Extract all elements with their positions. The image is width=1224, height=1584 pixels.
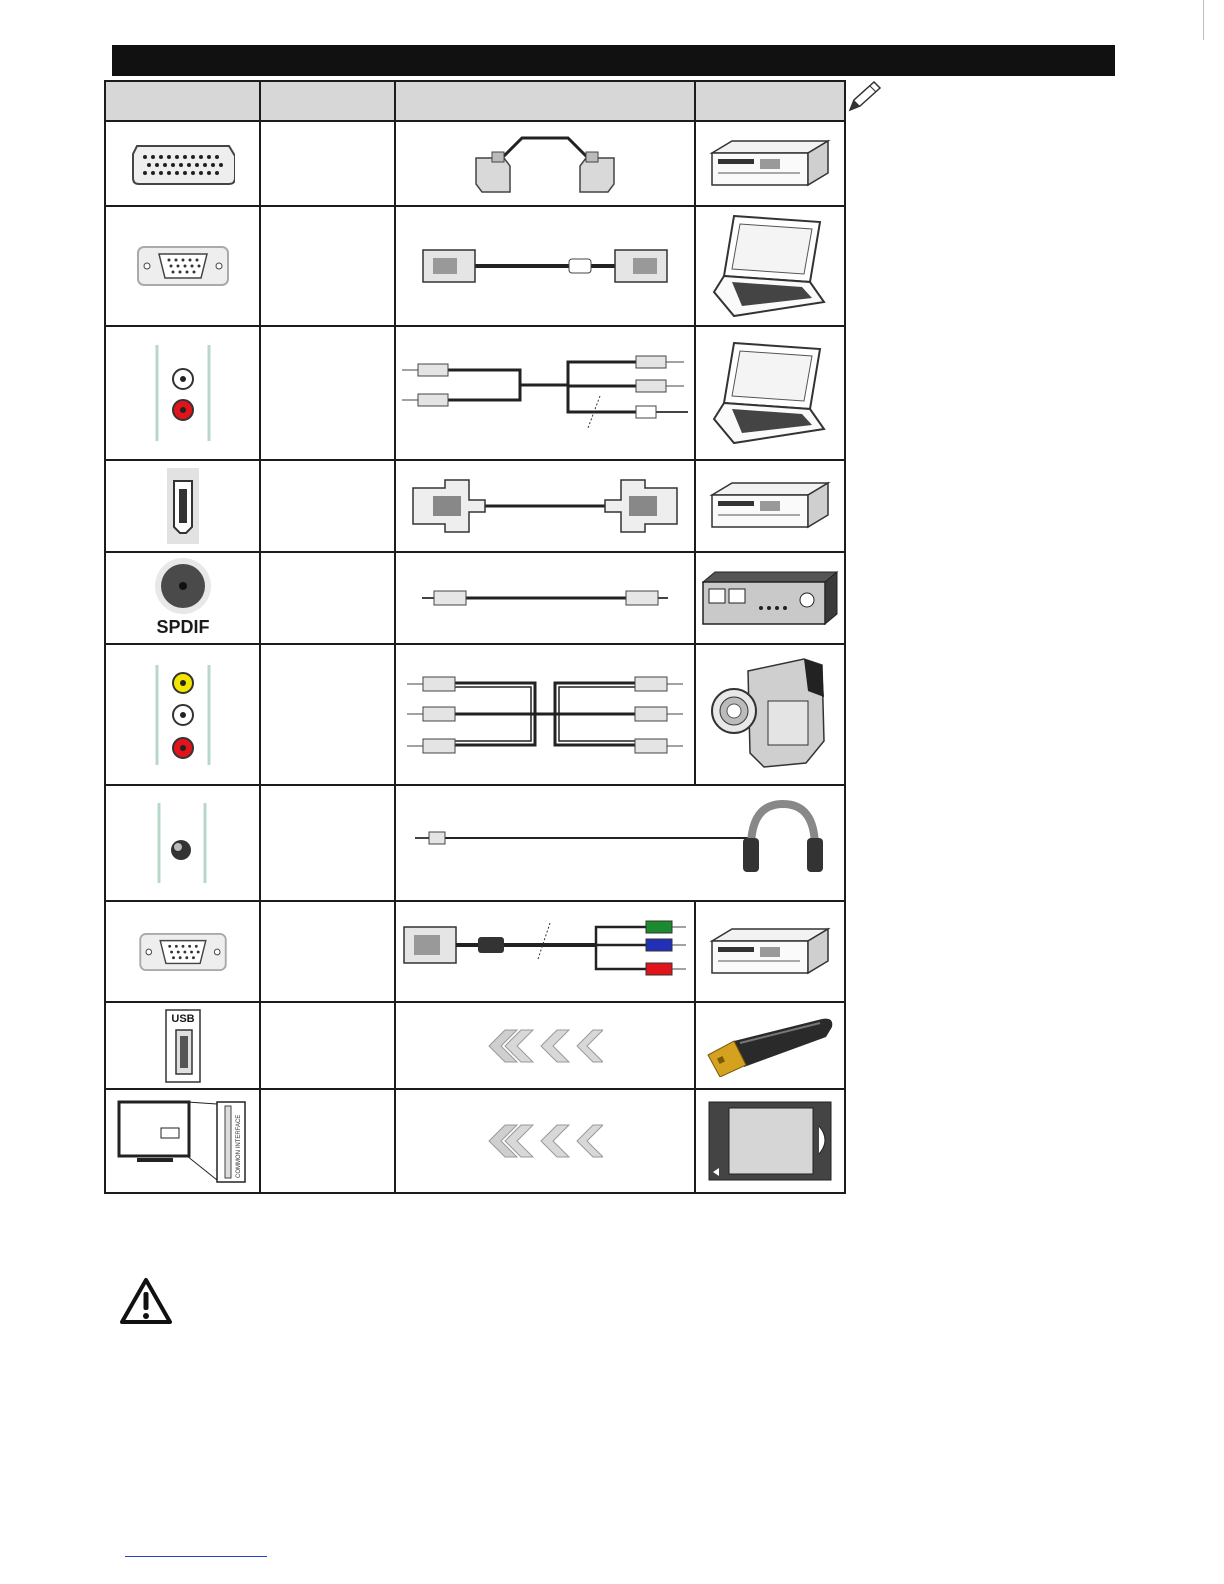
usb-device-cell <box>695 1002 845 1089</box>
scart-cable-cell <box>395 121 694 206</box>
page-edge-rule <box>1203 0 1204 40</box>
header-device <box>695 81 845 121</box>
ypbpr-device-cell <box>695 901 845 1002</box>
av-port-cell <box>105 644 260 785</box>
audio-cable-icon <box>400 348 690 438</box>
table-row <box>105 460 845 552</box>
hdmi-device-cell <box>695 460 845 552</box>
laptop-icon <box>712 212 828 320</box>
ci-port-cell <box>105 1089 260 1193</box>
pc-audio-cable-cell <box>395 326 694 460</box>
vga-port-cell <box>105 206 260 326</box>
dvd-recorder-icon <box>708 927 832 977</box>
usb-arrows-cell <box>395 1002 694 1089</box>
dvd-recorder-icon <box>708 481 832 531</box>
table-row <box>105 785 845 901</box>
insert-arrows-icon <box>487 1029 603 1063</box>
tv-ci-slot-icon <box>117 1098 249 1184</box>
table-row <box>105 644 845 785</box>
title-bar <box>112 45 1115 76</box>
spdif-device-cell <box>695 552 845 644</box>
spdif-type-cell <box>260 552 395 644</box>
note-pencil-icon <box>846 80 882 114</box>
spdif-cable-cell <box>395 552 694 644</box>
vga-port-icon <box>137 246 229 286</box>
connections-table <box>104 80 846 1194</box>
laptop-icon <box>712 339 828 447</box>
pc-audio-type-cell <box>260 326 395 460</box>
headphone-jack-port-icon <box>153 801 213 885</box>
ci-device-cell <box>695 1089 845 1193</box>
hdmi-cable-cell <box>395 460 694 552</box>
spdif-port-icon <box>138 556 228 640</box>
spdif-label: SPDIF <box>156 617 210 637</box>
ypbpr-type-cell <box>260 901 395 1002</box>
dvd-recorder-icon <box>708 139 832 189</box>
header-cables <box>395 81 694 121</box>
coaxial-cable-icon <box>420 583 670 613</box>
spdif-port-cell <box>105 552 260 644</box>
ci-module-icon <box>707 1100 833 1182</box>
pc-audio-port-cell <box>105 326 260 460</box>
headphones-cable-icon <box>405 798 835 888</box>
scart-cable-icon <box>470 132 620 196</box>
headphone-type-cell <box>260 785 395 901</box>
amplifier-icon <box>701 570 839 626</box>
vga-type-cell <box>260 206 395 326</box>
table-row <box>105 326 845 460</box>
table-row <box>105 901 845 1002</box>
table-row <box>105 1089 845 1193</box>
common-interface-label: COMMON INTERFACE <box>235 1114 242 1178</box>
usb-port-cell <box>105 1002 260 1089</box>
hdmi-cable-icon <box>409 476 681 536</box>
vga-cable-icon <box>415 246 675 286</box>
header-connector <box>105 81 260 121</box>
headphone-cable-device-cell <box>395 785 845 901</box>
warning-icon <box>118 1276 174 1328</box>
table-row <box>105 206 845 326</box>
av-cable-icon <box>403 673 687 757</box>
usb-label: USB <box>171 1012 195 1025</box>
scart-device-cell <box>695 121 845 206</box>
header-type <box>260 81 395 121</box>
hdmi-type-cell <box>260 460 395 552</box>
insert-arrows-icon <box>487 1124 603 1158</box>
table-row <box>105 1002 845 1089</box>
pc-audio-device-cell <box>695 326 845 460</box>
hdmi-port-cell <box>105 460 260 552</box>
vga-to-component-cable-icon <box>400 917 690 987</box>
table-row <box>105 121 845 206</box>
ci-type-cell <box>260 1089 395 1193</box>
vga-cable-cell <box>395 206 694 326</box>
scart-port-cell <box>105 121 260 206</box>
scart-type-cell <box>260 121 395 206</box>
ypbpr-cable-cell <box>395 901 694 1002</box>
av-cable-cell <box>395 644 694 785</box>
hdmi-port-icon <box>166 467 200 545</box>
usb-type-cell <box>260 1002 395 1089</box>
av-device-cell <box>695 644 845 785</box>
footer-link-underline[interactable] <box>125 1556 267 1557</box>
usb-port-icon <box>164 1008 202 1084</box>
ci-arrows-cell <box>395 1089 694 1193</box>
ypbpr-port-cell <box>105 901 260 1002</box>
audio-lr-port-icon <box>153 343 213 443</box>
headphone-port-cell <box>105 785 260 901</box>
av-rca-port-icon <box>153 663 213 767</box>
header-row <box>105 81 845 121</box>
scart-port-icon <box>131 142 235 186</box>
usb-stick-icon <box>704 1015 836 1077</box>
camcorder-icon <box>708 657 832 773</box>
table-row <box>105 552 845 644</box>
av-type-cell <box>260 644 395 785</box>
vga-port-icon <box>139 933 227 971</box>
vga-device-cell <box>695 206 845 326</box>
